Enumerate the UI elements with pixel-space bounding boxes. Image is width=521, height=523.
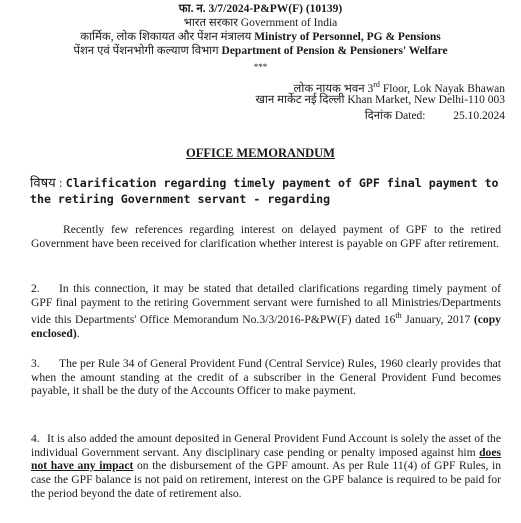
paragraph-2-text-b: January, 2017 — [401, 313, 474, 327]
paragraph-2-copy-enclosed: (copy enclosed) — [31, 313, 501, 340]
address-line-2 — [256, 94, 506, 107]
government-line — [0, 17, 521, 30]
paragraph-2-number: 2. — [31, 282, 40, 295]
department-hindi: पेंशन एवं पेंशनभोगी कल्याण विभाग — [73, 45, 219, 57]
paragraph-2 — [31, 282, 501, 341]
paragraph-4-text-a: It is also added the amount deposited in General Provident Fund Account is solely the asset of the individual Government servant. Any disciplinary case pending or penalty imposed against him — [31, 432, 501, 459]
paragraph-4-number: 4. — [31, 432, 40, 445]
department-line — [0, 45, 521, 58]
paragraph-2-sup: th — [395, 311, 402, 321]
ministry-hindi: कार्मिक, लोक शिकायत और पेंशन मंत्रालय — [80, 31, 252, 43]
paragraph-3 — [31, 357, 501, 398]
date-line — [365, 110, 505, 123]
government-english: Government of India — [240, 17, 338, 29]
government-hindi: भारत सरकार — [183, 17, 238, 29]
subject-block — [30, 175, 510, 207]
subject-text: Clarification regarding timely payment of GPF final payment to the retiring Government servant - regarding — [30, 176, 499, 206]
ministry-english: Ministry of Personnel, PG & Pensions — [254, 31, 441, 43]
paragraph-4 — [31, 432, 501, 501]
date-hindi: दिनांक — [364, 110, 392, 122]
paragraph-1-text: Recently few references regarding interest on delayed payment of GPF to the retired Government have been received for clarification whether interest is payable on GPF after retirement. — [31, 223, 501, 250]
subject-label: विषय : — [30, 175, 63, 190]
ministry-line — [0, 31, 521, 44]
address-line-2-hindi: खान मार्केट नई दिल्ली — [255, 94, 345, 106]
separator-stars: *** — [253, 62, 268, 72]
paragraph-4-text-b: on the disbursement of the GPF amount. As per Rule 11(4) of GPF Rules, in case the GPF balance is not paid on retirement, interest on the GPF balance is required to be paid for the period beyond the date of retirement also. — [31, 459, 501, 500]
date-label: Dated: — [394, 110, 426, 122]
department-english: Department of Pension & Pensioners' Welfare — [221, 45, 448, 57]
paragraph-2-text-a: In this connection, it may be stated that detailed clarifications regarding timely payment of GPF final payment to the retiring Government servant were furnished to all Ministries/Departments vide this Departments' Office Memorandum No.3/3/2016-P&PW(F) dated 16 — [31, 282, 501, 327]
paragraph-1 — [31, 223, 501, 250]
address-line-1-english: Floor, Lok Nayak Bhawan — [379, 82, 505, 95]
address-line-2-english: Khan Market, New Delhi-110 003 — [347, 94, 505, 106]
memo-title: OFFICE MEMORANDUM — [186, 146, 335, 160]
file-number: फा. न. 3/7/2024-P&PW(F) (10139) — [178, 3, 343, 15]
address-line-1-sup: rd — [373, 80, 380, 89]
paragraph-2-end: . — [76, 326, 80, 340]
address-line-1-hindi: लोक नायक भवन 3 — [293, 82, 374, 95]
paragraph-4-emphasis: does not have any impact — [31, 445, 501, 473]
paragraph-3-text: The per Rule 34 of General Provident Fund (Central Service) Rules, 1960 clearly provides that when the amount standing at the credit of a subscriber in the General Provident Fund becomes payable, it shall be the duty of the Accounts Officer to make payment. — [31, 357, 501, 398]
date-value: 25.10.2024 — [453, 110, 505, 122]
paragraph-3-number: 3. — [31, 357, 40, 370]
